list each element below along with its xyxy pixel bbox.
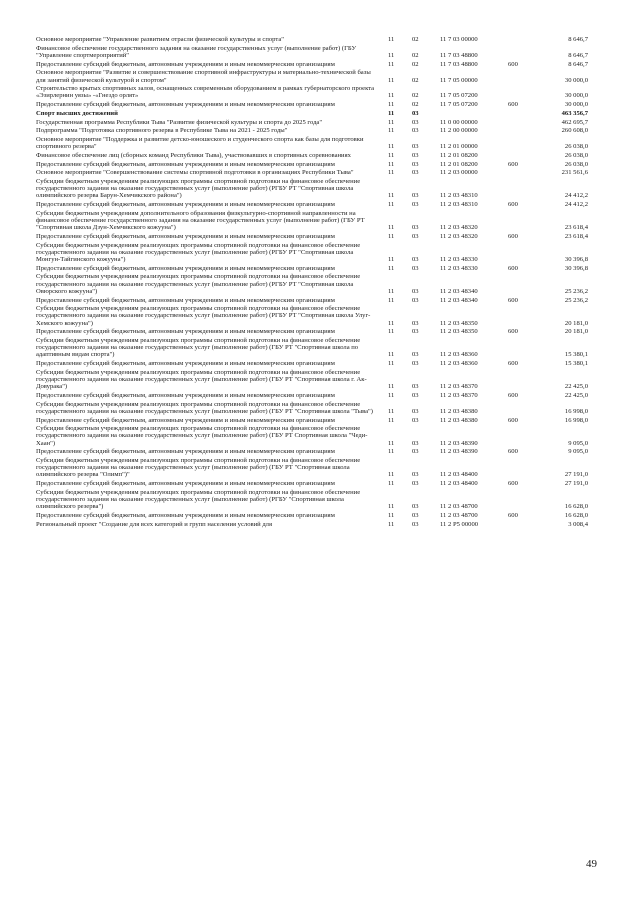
- row-subsection: 03: [412, 480, 419, 488]
- row-target-code: 11 2 03 00000: [440, 169, 478, 177]
- row-target-code: 11 2 03 48380: [440, 407, 478, 415]
- row-target-code: 11 2 03 48360: [440, 360, 478, 368]
- row-subsection: 03: [412, 520, 419, 528]
- row-target-code: 11 2 03 48310: [440, 192, 478, 200]
- row-expense-type: 600: [508, 448, 518, 456]
- row-amount: 16 628,0: [564, 503, 588, 511]
- table-row: [36, 369, 596, 392]
- row-section: 11: [388, 407, 395, 415]
- table-row: [36, 297, 596, 306]
- row-subsection: 03: [412, 192, 419, 200]
- row-section: 11: [388, 51, 395, 59]
- row-amount: 22 425,0: [564, 383, 588, 391]
- row-section: 11: [388, 151, 395, 159]
- row-subsection: 03: [412, 201, 419, 209]
- row-section: 11: [388, 480, 395, 488]
- row-name: Предоставление субсидий бюджетным, автономным учреждениям и иным некоммерческим организациям: [36, 160, 335, 168]
- row-subsection: 03: [412, 416, 419, 424]
- row-amount: 27 191,0: [564, 471, 588, 479]
- row-amount: 30 396,8: [564, 264, 588, 272]
- table-row: [36, 161, 596, 170]
- row-name: Строительство крытых спортивных залов, оснащенных современным оборудованием в рамках губернаторского проекта «Эзирлернин уязы» -«Гнездо орлят»: [36, 85, 375, 100]
- table-row: [36, 480, 596, 489]
- row-subsection: 03: [412, 351, 419, 359]
- table-row: [36, 273, 596, 296]
- row-amount: 24 412,2: [564, 192, 588, 200]
- row-name: Субсидии бюджетным учреждениям реализующих программы спортивной подготовки на финансовое обеспечение государственного задания на оказание государственных услуг (выполнение работ) (РГБУ РТ "Спортивная школа Монгун-Тайгинского кожууна"): [36, 241, 361, 263]
- row-subsection: 03: [412, 328, 419, 336]
- row-subsection: 03: [412, 118, 419, 126]
- row-subsection: 03: [412, 169, 419, 177]
- row-name: Субсидии бюджетным учреждениям реализующих программы спортивной подготовки на финансовое обеспечение государственного задания на оказание государственных услуг (выполнение работ) (РГБУ РТ "Спортивная школа олимпийского резерва Барун-Хемчикского района"): [36, 177, 361, 200]
- row-amount: 8 646,7: [568, 51, 588, 59]
- row-name: Финансовое обеспечение государственного задания на оказание государственных услуг (выполнение работ) (ГБУ "Управление спортмероприятий": [36, 44, 357, 59]
- table-row: [36, 242, 596, 265]
- row-section: 11: [388, 118, 395, 126]
- row-target-code: 11 2 03 48350: [440, 328, 478, 336]
- row-section: 11: [388, 471, 395, 479]
- row-amount: 16 998,0: [564, 407, 588, 415]
- row-name: Предоставление субсидий бюджетным, автономным учреждениям и иным некоммерческим организациям: [36, 328, 335, 336]
- row-amount: 23 618,4: [564, 224, 588, 232]
- row-amount: 30 000,0: [564, 76, 588, 84]
- row-expense-type: 600: [508, 360, 518, 368]
- row-target-code: 11 2 01 00000: [440, 143, 478, 151]
- table-row: [36, 512, 596, 521]
- table-row: [36, 85, 596, 101]
- row-target-code: 11 7 05 00000: [440, 76, 478, 84]
- row-subsection: 03: [412, 407, 419, 415]
- row-expense-type: 600: [508, 232, 518, 240]
- row-name: Предоставление субсидий бюджетным, автономным учреждениям и иным некоммерческим организациям: [36, 232, 335, 240]
- row-subsection: 03: [412, 143, 419, 151]
- row-name: Субсидии бюджетным учреждениям реализующих программы спортивной подготовки на финансовое обеспечение государственного задания на оказание государственных услуг (выполнение работ) (ГБУ РТ "Спортивная школа г. Ак-Довурака"): [36, 368, 367, 391]
- row-section: 11: [388, 328, 395, 336]
- row-subsection: 03: [412, 232, 419, 240]
- row-subsection: 03: [412, 439, 419, 447]
- row-amount: 20 181,0: [564, 319, 588, 327]
- table-row: [36, 45, 596, 61]
- row-amount: 15 380,1: [564, 351, 588, 359]
- row-amount: 25 236,2: [564, 296, 588, 304]
- row-subsection: 03: [412, 383, 419, 391]
- row-name: Государственная программа Республики Тыва "Развитие физической культуры и спорта до 2025 года": [36, 118, 323, 126]
- row-target-code: 11 2 03 48360: [440, 351, 478, 359]
- row-subsection: 03: [412, 503, 419, 511]
- table-row: [36, 265, 596, 274]
- row-section: 11: [388, 319, 395, 327]
- row-expense-type: 600: [508, 201, 518, 209]
- row-target-code: 11 7 05 07200: [440, 101, 478, 109]
- row-target-code: 11 2 03 48390: [440, 448, 478, 456]
- row-expense-type: 600: [508, 160, 518, 168]
- row-target-code: 11 2 03 48310: [440, 201, 478, 209]
- table-row: [36, 521, 596, 530]
- row-expense-type: 600: [508, 511, 518, 519]
- row-name: Предоставление субсидий бюджетным, автономным учреждениям и иным некоммерческим организациям: [36, 201, 335, 209]
- row-target-code: 11 7 03 48800: [440, 60, 478, 68]
- row-section: 11: [388, 160, 395, 168]
- row-target-code: 11 2 03 48320: [440, 232, 478, 240]
- row-name: Основное мероприятие "Совершенствование системы спортивной подготовки в организациях Республики Тыва": [36, 169, 354, 177]
- row-expense-type: 600: [508, 101, 518, 109]
- table-row: [36, 305, 596, 328]
- row-name: Предоставление субсидий бюджетным, автономным учреждениям и иным некоммерческим организациям: [36, 416, 335, 424]
- row-amount: 9 095,0: [568, 439, 588, 447]
- row-section: 11: [388, 520, 395, 528]
- row-amount: 20 181,0: [564, 328, 588, 336]
- row-expense-type: 600: [508, 60, 518, 68]
- row-expense-type: 600: [508, 328, 518, 336]
- row-subsection: 03: [412, 511, 419, 519]
- row-name: Субсидии бюджетным учреждениям реализующих программы спортивной подготовки на финансовое обеспечение государственного задания на оказание государственных услуг (выполнение работ) (ГБУ РТ "Спортивная школа "Тыва"): [36, 400, 373, 415]
- row-amount: 3 008,4: [568, 520, 588, 528]
- row-amount: 16 628,0: [564, 511, 588, 519]
- row-amount: 30 396,8: [564, 255, 588, 263]
- row-amount: 26 038,0: [564, 143, 588, 151]
- row-section: 11: [388, 439, 395, 447]
- row-name: Спорт высших достижений: [36, 109, 118, 117]
- row-expense-type: 600: [508, 416, 518, 424]
- row-section: 11: [388, 287, 395, 295]
- table-row: [36, 457, 596, 480]
- row-name: Основное мероприятие "Поддержка и развитие детско-юношеского и студенческого спорта как базы для подготовки спортивного резерва": [36, 135, 364, 151]
- row-target-code: 11 2 01 08200: [440, 151, 478, 159]
- row-amount: 26 038,0: [564, 151, 588, 159]
- row-section: 11: [388, 264, 395, 272]
- row-amount: 8 646,7: [568, 60, 588, 68]
- row-subsection: 03: [412, 160, 419, 168]
- row-name: Предоставление субсидий бюджетным, автономным учреждениям и иным некоммерческим организациям: [36, 60, 335, 68]
- row-target-code: 11 2 03 48700: [440, 511, 478, 519]
- table-row: [36, 110, 596, 119]
- row-target-code: 11 2 03 48400: [440, 480, 478, 488]
- row-expense-type: 600: [508, 480, 518, 488]
- table-row: [36, 489, 596, 512]
- row-section: 11: [388, 143, 395, 151]
- row-name: Субсидии бюджетным учреждениям реализующих программы спортивной подготовки на финансовое обеспечение государственного задания на оказание государственных услуг (выполнение работ) (РГБУ РТ "Спортивная школа Улуг-Хемского кожууна"): [36, 305, 371, 327]
- row-subsection: 03: [412, 360, 419, 368]
- row-name: Предоставление субсидий бюджетным, автономным учреждениям и иным некоммерческим организациям: [36, 448, 335, 456]
- row-section: 11: [388, 192, 395, 200]
- row-name: Субсидии бюджетным учреждениям реализующих программы спортивной подготовки на финансовое обеспечение государственного задания на оказание государственных услуг (выполнение работ) (ГБУ РТ "Спортивная школа олимпийского резерва "Олимп")": [36, 457, 361, 479]
- row-section: 11: [388, 109, 395, 117]
- table-row: [36, 152, 596, 161]
- row-target-code: 11 2 03 48380: [440, 416, 478, 424]
- row-amount: 9 095,0: [568, 448, 588, 456]
- row-amount: 462 695,7: [561, 118, 588, 126]
- table-row: [36, 417, 596, 426]
- row-amount: 23 618,4: [564, 232, 588, 240]
- row-amount: 30 000,0: [564, 101, 588, 109]
- row-target-code: 11 2 00 00000: [440, 127, 478, 135]
- row-subsection: 03: [412, 391, 419, 399]
- row-section: 11: [388, 503, 395, 511]
- row-target-code: 11 2 03 48330: [440, 255, 478, 263]
- row-amount: 24 412,2: [564, 201, 588, 209]
- table-row: [36, 101, 596, 110]
- row-section: 11: [388, 201, 395, 209]
- table-row: [36, 401, 596, 417]
- table-row: [36, 201, 596, 210]
- row-subsection: 03: [412, 109, 419, 117]
- row-amount: 27 191,0: [564, 480, 588, 488]
- row-section: 11: [388, 416, 395, 424]
- row-target-code: 11 2 03 48400: [440, 471, 478, 479]
- row-section: 11: [388, 60, 395, 68]
- row-name: Субсидии бюджетным учреждениям дополнительного образования физкультурно-спортивной направленности на финансовое обеспечение государственного задания на оказание государственных услуг (выполнение работ) (ГБУ РТ "Спортивная школа Дзун-Хемчикского кожууна"): [36, 209, 365, 232]
- row-name: Субсидии бюджетным учреждениям реализующих программы спортивной подготовки на финансовое обеспечение государственного задания на оказание государственных услуг (выполнение работ) (РГБУ "Спортивная школа олимпийского резерва"): [36, 488, 361, 511]
- row-expense-type: 600: [508, 264, 518, 272]
- row-section: 11: [388, 169, 395, 177]
- row-target-code: 11 7 03 00000: [440, 36, 478, 43]
- row-target-code: 11 2 03 48330: [440, 264, 478, 272]
- table-row: [36, 448, 596, 457]
- row-amount: 8 646,7: [568, 36, 588, 43]
- row-section: 11: [388, 224, 395, 232]
- row-name: Предоставление субсидий бюджетным, автономным учреждениям и иным некоммерческим организациям: [36, 480, 335, 488]
- row-name: Предоставление субсидий бюджетным, автономным учреждениям и иным некоммерческим организациям: [36, 296, 335, 304]
- row-name: Субсидии бюджетным учреждениям реализующих программы спортивной подготовки на финансовое обеспечение государственного задания на оказание государственных услуг (выполнение работ) (ГБУ РТ "Спортивная школа по адаптивным видам спорта"): [36, 337, 361, 359]
- table-row: [36, 36, 596, 45]
- row-section: 11: [388, 383, 395, 391]
- row-subsection: 02: [412, 101, 419, 109]
- row-name: Субсидии бюджетным учреждениям реализующих программы спортивной подготовки на финансовое обеспечение государственного задания на оказание государственных услуг (выполнение работ) (РГБУ РТ "Спортивная школа Овюрского кожууна"): [36, 273, 361, 295]
- row-target-code: 11 2 01 08200: [440, 160, 478, 168]
- row-amount: 463 356,7: [561, 109, 588, 117]
- row-section: 11: [388, 448, 395, 456]
- row-subsection: 03: [412, 264, 419, 272]
- row-amount: 15 380,1: [564, 360, 588, 368]
- row-name: Подпрограмма "Подготовка спортивного резерва в Республике Тыва на 2021 - 2025 годы": [36, 127, 288, 135]
- row-target-code: 11 7 03 48800: [440, 51, 478, 59]
- row-amount: 26 038,0: [564, 160, 588, 168]
- row-subsection: 02: [412, 92, 419, 100]
- row-subsection: 03: [412, 471, 419, 479]
- row-name: Предоставление субсидий бюджетным, автономным учреждениям и иным некоммерческим организациям: [36, 360, 335, 368]
- row-section: 11: [388, 36, 395, 43]
- table-row: [36, 392, 596, 401]
- table-row: [36, 169, 596, 178]
- row-name: Субсидии бюджетным учреждениям реализующих программы спортивной подготовки на финансовое обеспечение государственного задания на оказание государственных услуг (выполнение работ) (ГБУ РТ Спортивная школа "Чеди-Хаан"): [36, 425, 368, 447]
- row-name: Предоставление субсидий бюджетным, автономным учреждениям и иным некоммерческим организациям: [36, 264, 335, 272]
- row-target-code: 11 2 P5 00000: [440, 520, 479, 528]
- row-subsection: 03: [412, 151, 419, 159]
- table-row: [36, 233, 596, 242]
- table-row: [36, 136, 596, 152]
- row-section: 11: [388, 127, 395, 135]
- table-row: [36, 425, 596, 448]
- row-subsection: 02: [412, 51, 419, 59]
- row-section: 11: [388, 232, 395, 240]
- row-target-code: 11 2 03 48340: [440, 296, 478, 304]
- table-row: [36, 127, 596, 136]
- row-amount: 22 425,0: [564, 391, 588, 399]
- table-row: [36, 61, 596, 70]
- row-section: 11: [388, 76, 395, 84]
- row-amount: 30 000,0: [564, 92, 588, 100]
- row-section: 11: [388, 351, 395, 359]
- row-subsection: 03: [412, 448, 419, 456]
- table-row: [36, 178, 596, 201]
- row-target-code: 11 2 03 48390: [440, 439, 478, 447]
- row-expense-type: 600: [508, 391, 518, 399]
- row-subsection: 02: [412, 36, 419, 43]
- row-name: Основное мероприятие "Развитие и совершенствование спортивной инфраструктуры и материально-технической базы для занятий физической культурой и спортом": [36, 69, 371, 84]
- row-name: Предоставление субсидий бюджетным, автономным учреждениям и иным некоммерческим организациям: [36, 511, 335, 519]
- row-target-code: 11 0 00 00000: [440, 118, 478, 126]
- row-subsection: 03: [412, 287, 419, 295]
- table-row: [36, 210, 596, 233]
- row-target-code: 11 2 03 48350: [440, 319, 478, 327]
- row-section: 11: [388, 92, 395, 100]
- table-row: [36, 119, 596, 128]
- row-subsection: 03: [412, 224, 419, 232]
- table-row: [36, 69, 596, 85]
- row-section: 11: [388, 391, 395, 399]
- row-target-code: 11 2 03 48370: [440, 383, 478, 391]
- page-number: 49: [586, 858, 597, 870]
- row-name: Региональный проект "Создание для всех категорий и групп населения условий для: [36, 520, 272, 528]
- row-section: 11: [388, 101, 395, 109]
- row-name: Финансовое обеспечение лиц (сборных команд Республики Тыва), участвовавших в спортивных соревнованиях: [36, 151, 351, 159]
- row-name: Основное мероприятие "Управление развитием отрасли физической культуры и спорта": [36, 36, 284, 43]
- row-amount: 25 236,2: [564, 287, 588, 295]
- row-target-code: 11 2 03 48700: [440, 503, 478, 511]
- table-row: [36, 328, 596, 337]
- row-subsection: 03: [412, 127, 419, 135]
- row-target-code: 11 2 03 48370: [440, 391, 478, 399]
- row-subsection: 03: [412, 319, 419, 327]
- row-section: 11: [388, 296, 395, 304]
- row-section: 11: [388, 255, 395, 263]
- row-subsection: 03: [412, 296, 419, 304]
- row-amount: 260 608,0: [561, 127, 588, 135]
- table-row: [36, 337, 596, 360]
- row-amount: 231 561,6: [561, 169, 588, 177]
- row-section: 11: [388, 511, 395, 519]
- row-subsection: 03: [412, 255, 419, 263]
- row-subsection: 02: [412, 76, 419, 84]
- row-name: Предоставление субсидий бюджетным, автономным учреждениям и иным некоммерческим организациям: [36, 391, 335, 399]
- budget-table: [36, 36, 596, 529]
- table-row: [36, 360, 596, 369]
- row-subsection: 02: [412, 60, 419, 68]
- row-amount: 16 998,0: [564, 416, 588, 424]
- row-target-code: 11 7 05 07200: [440, 92, 478, 100]
- row-target-code: 11 2 03 48320: [440, 224, 478, 232]
- row-expense-type: 600: [508, 296, 518, 304]
- row-target-code: 11 2 03 48340: [440, 287, 478, 295]
- row-name: Предоставление субсидий бюджетным, автономным учреждениям и иным некоммерческим организациям: [36, 101, 335, 109]
- row-section: 11: [388, 360, 395, 368]
